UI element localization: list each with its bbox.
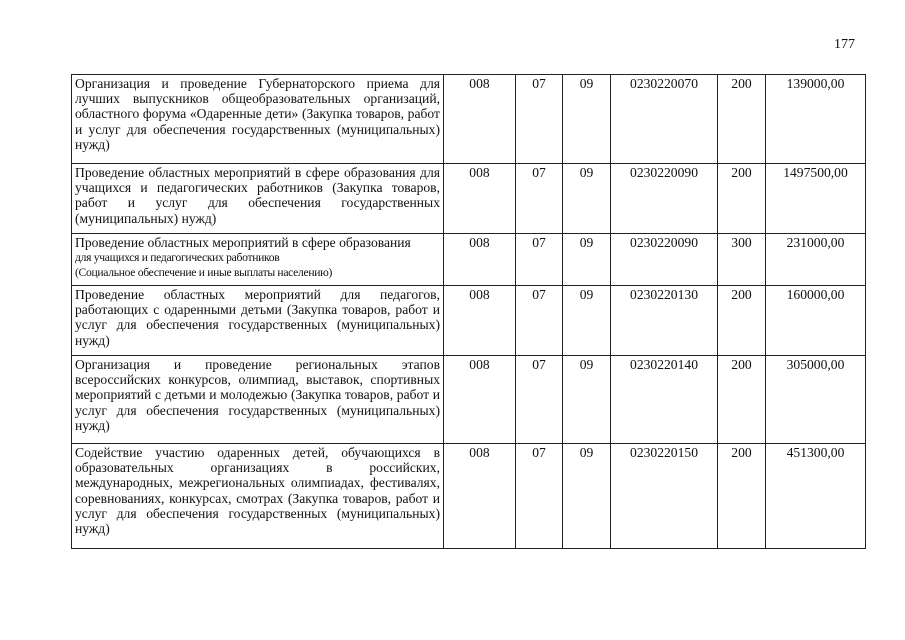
- amount: 231000,00: [766, 234, 866, 286]
- target-article-code: 0230220140: [611, 356, 718, 444]
- target-article-code: 0230220130: [611, 286, 718, 356]
- table-row: [72, 444, 866, 549]
- subsection-code: 09: [563, 356, 611, 444]
- subsection-code: 09: [563, 75, 611, 164]
- target-article-code: 0230220090: [611, 164, 718, 234]
- row-description-main: Проведение областных мероприятий в сфере образования: [75, 235, 411, 250]
- ministry-code: 008: [444, 356, 516, 444]
- table-row: [72, 164, 866, 234]
- ministry-code: 008: [444, 75, 516, 164]
- amount: 451300,00: [766, 444, 866, 549]
- ministry-code: 008: [444, 444, 516, 549]
- ministry-code: 008: [444, 234, 516, 286]
- expense-type-code: 300: [718, 234, 766, 286]
- row-description: [72, 234, 444, 286]
- target-article-code: 0230220150: [611, 444, 718, 549]
- section-code: 07: [516, 444, 563, 549]
- amount: 160000,00: [766, 286, 866, 356]
- amount: 139000,00: [766, 75, 866, 164]
- row-description: Содействие участию одаренных детей, обучающихся в образовательных организациях в российских, международных, межрегиональных олимпиадах, фестивалях, соревнованиях, конкурсах, смотрах (Закупка товаров, работ и услуг для обеспечения государственных (муниципальных) нужд): [72, 444, 444, 549]
- section-code: 07: [516, 75, 563, 164]
- row-description: Организация и проведение Губернаторского приема для лучших выпускников общеобразовательных организаций, областного форума «Одаренные дети» (Закупка товаров, работ и услуг для обеспечения государственных (муниципальных) нужд): [72, 75, 444, 164]
- table-row: [72, 356, 866, 444]
- budget-table: [71, 74, 866, 549]
- amount: 1497500,00: [766, 164, 866, 234]
- subsection-code: 09: [563, 164, 611, 234]
- target-article-code: 0230220070: [611, 75, 718, 164]
- section-code: 07: [516, 234, 563, 286]
- section-code: 07: [516, 356, 563, 444]
- row-description: Организация и проведение региональных этапов всероссийских конкурсов, олимпиад, выставок, спортивных мероприятий с детьми и молодежью (Закупка товаров, работ и услуг для обеспечения государственных (муниципальных) нужд): [72, 356, 444, 444]
- subsection-code: 09: [563, 444, 611, 549]
- expense-type-code: 200: [718, 75, 766, 164]
- subsection-code: 09: [563, 234, 611, 286]
- ministry-code: 008: [444, 164, 516, 234]
- amount: 305000,00: [766, 356, 866, 444]
- expense-type-code: 200: [718, 444, 766, 549]
- table-row: [72, 75, 866, 164]
- page-number: 177: [834, 37, 855, 52]
- expense-type-code: 200: [718, 356, 766, 444]
- target-article-code: 0230220090: [611, 234, 718, 286]
- expense-type-code: 200: [718, 286, 766, 356]
- row-description: Проведение областных мероприятий для педагогов, работающих с одаренными детьми (Закупка товаров, работ и услуг для обеспечения государственных (муниципальных) нужд): [72, 286, 444, 356]
- row-description-continued: для учащихся и педагогических работников: [75, 251, 280, 265]
- table-row: [72, 286, 866, 356]
- section-code: 07: [516, 286, 563, 356]
- expense-type-code: 200: [718, 164, 766, 234]
- subsection-code: 09: [563, 286, 611, 356]
- row-description: Проведение областных мероприятий в сфере образования для учащихся и педагогических работников (Закупка товаров, работ и услуг для обеспечения государственных (муниципальных) нужд): [72, 164, 444, 234]
- row-description-expense-kind: (Социальное обеспечение и иные выплаты населению): [75, 266, 333, 280]
- ministry-code: 008: [444, 286, 516, 356]
- table-row: [72, 234, 866, 286]
- section-code: 07: [516, 164, 563, 234]
